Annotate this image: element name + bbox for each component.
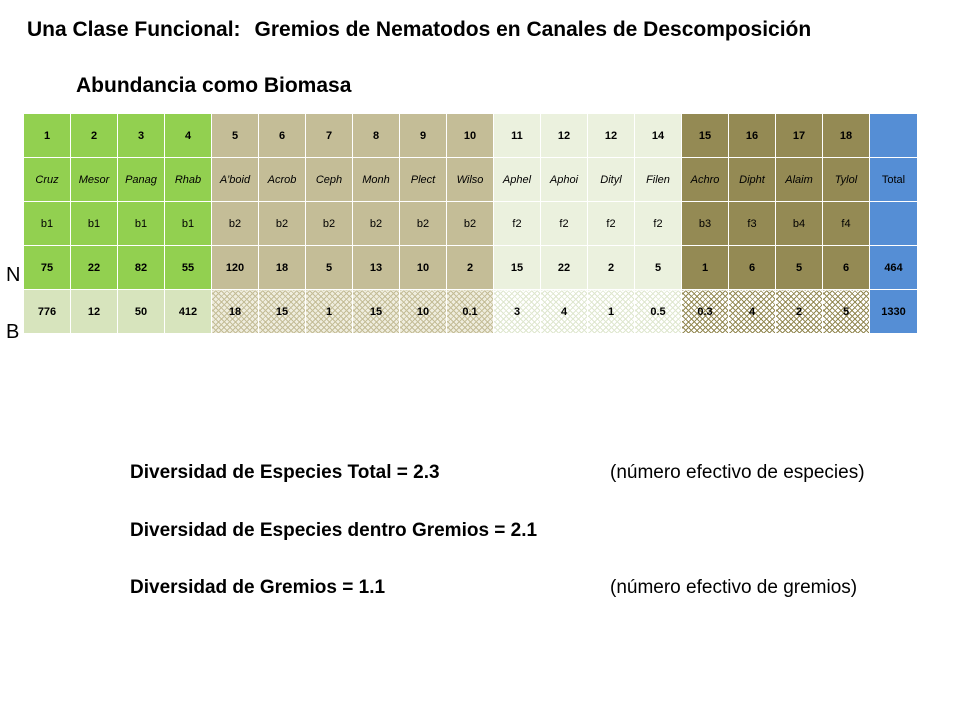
- number-cell: 14: [635, 114, 682, 158]
- number-cell: 18: [823, 114, 870, 158]
- b-value-cell: 15: [353, 290, 400, 334]
- b-value-cell: 12: [71, 290, 118, 334]
- b-value-cell: 2: [776, 290, 823, 334]
- table-row-b-values: [24, 290, 918, 334]
- b-value-cell: 15: [259, 290, 306, 334]
- species-name-cell: Filen: [635, 158, 682, 202]
- n-value-cell: 2: [588, 246, 635, 290]
- species-name-cell: Cruz: [24, 158, 71, 202]
- number-cell: 1: [24, 114, 71, 158]
- nematode-guild-table: [23, 113, 918, 334]
- species-name-cell: Monh: [353, 158, 400, 202]
- n-value-cell: 13: [353, 246, 400, 290]
- species-name-cell: Acrob: [259, 158, 306, 202]
- table-row-guilds: [24, 202, 918, 246]
- number-cell: 9: [400, 114, 447, 158]
- guild-cell: f2: [494, 202, 541, 246]
- number-cell: 10: [447, 114, 494, 158]
- n-value-cell: 6: [823, 246, 870, 290]
- number-cell: 3: [118, 114, 165, 158]
- total-cell: [870, 202, 918, 246]
- number-cell: 17: [776, 114, 823, 158]
- row-label-b: B: [6, 321, 20, 343]
- guild-cell: f2: [635, 202, 682, 246]
- species-name-cell: Alaim: [776, 158, 823, 202]
- guild-cell: b2: [259, 202, 306, 246]
- n-value-cell: 120: [212, 246, 259, 290]
- n-value-cell: 1: [682, 246, 729, 290]
- table-row-numbers: [24, 114, 918, 158]
- title-part1: Una Clase Funcional:: [27, 18, 241, 41]
- species-name-cell: Aphoi: [541, 158, 588, 202]
- guild-cell: b2: [212, 202, 259, 246]
- b-value-cell: 5: [823, 290, 870, 334]
- b-value-cell: 3: [494, 290, 541, 334]
- number-cell: 4: [165, 114, 212, 158]
- stat-within-guild-diversity: [130, 520, 610, 542]
- n-value-cell: 5: [776, 246, 823, 290]
- guild-cell: b2: [447, 202, 494, 246]
- number-cell: 5: [212, 114, 259, 158]
- number-cell: 16: [729, 114, 776, 158]
- species-name-cell: Plect: [400, 158, 447, 202]
- n-value-cell: 10: [400, 246, 447, 290]
- total-cell: [870, 114, 918, 158]
- n-value-cell: 22: [541, 246, 588, 290]
- n-value-cell: 5: [306, 246, 353, 290]
- number-cell: 7: [306, 114, 353, 158]
- species-name-cell: Dityl: [588, 158, 635, 202]
- b-value-cell: 4: [541, 290, 588, 334]
- stat-label: Diversidad de Especies Total = 2.3: [130, 462, 440, 483]
- total-cell: Total: [870, 158, 918, 202]
- n-value-cell: 82: [118, 246, 165, 290]
- row-label-n: N: [6, 264, 21, 286]
- guild-cell: b1: [165, 202, 212, 246]
- species-name-cell: Tylol: [823, 158, 870, 202]
- guild-cell: f4: [823, 202, 870, 246]
- species-name-cell: Wilso: [447, 158, 494, 202]
- guild-cell: b3: [682, 202, 729, 246]
- guild-cell: b1: [118, 202, 165, 246]
- b-value-cell: 1: [588, 290, 635, 334]
- b-value-cell: 50: [118, 290, 165, 334]
- number-cell: 12: [541, 114, 588, 158]
- n-value-cell: 2: [447, 246, 494, 290]
- b-value-cell: 0.1: [447, 290, 494, 334]
- species-name-cell: Panag: [118, 158, 165, 202]
- b-value-cell: 0.5: [635, 290, 682, 334]
- b-value-cell: 0.3: [682, 290, 729, 334]
- table-row-n-values: [24, 246, 918, 290]
- guild-cell: b1: [71, 202, 118, 246]
- b-value-cell: 10: [400, 290, 447, 334]
- n-value-cell: 15: [494, 246, 541, 290]
- species-name-cell: Aphel: [494, 158, 541, 202]
- guild-cell: b2: [400, 202, 447, 246]
- table-row-names: [24, 158, 918, 202]
- b-value-cell: 18: [212, 290, 259, 334]
- species-name-cell: Rhab: [165, 158, 212, 202]
- stat-total-diversity: [130, 462, 865, 484]
- n-value-cell: 18: [259, 246, 306, 290]
- n-value-cell: 22: [71, 246, 118, 290]
- number-cell: 12: [588, 114, 635, 158]
- n-value-cell: 55: [165, 246, 212, 290]
- b-value-cell: 4: [729, 290, 776, 334]
- stat-note: (número efectivo de especies): [610, 462, 865, 483]
- b-value-cell: 776: [24, 290, 71, 334]
- number-cell: 2: [71, 114, 118, 158]
- species-name-cell: A’boid: [212, 158, 259, 202]
- guild-cell: b2: [306, 202, 353, 246]
- n-value-cell: 6: [729, 246, 776, 290]
- title-part2: Gremios de Nematodos en Canales de Descomposición: [254, 18, 812, 41]
- guild-cell: b2: [353, 202, 400, 246]
- stat-label: Diversidad de Gremios = 1.1: [130, 577, 386, 598]
- stat-label: Diversidad de Especies dentro Gremios = 2.1: [130, 520, 538, 541]
- species-name-cell: Dipht: [729, 158, 776, 202]
- guild-cell: f2: [588, 202, 635, 246]
- guild-cell: f3: [729, 202, 776, 246]
- n-value-cell: 5: [635, 246, 682, 290]
- number-cell: 6: [259, 114, 306, 158]
- species-name-cell: Mesor: [71, 158, 118, 202]
- b-value-cell: 412: [165, 290, 212, 334]
- guild-cell: f2: [541, 202, 588, 246]
- b-value-cell: 1: [306, 290, 353, 334]
- guild-cell: b1: [24, 202, 71, 246]
- species-name-cell: Achro: [682, 158, 729, 202]
- species-name-cell: Ceph: [306, 158, 353, 202]
- subtitle: Abundancia como Biomasa: [76, 74, 352, 97]
- total-cell: 1330: [870, 290, 918, 334]
- number-cell: 11: [494, 114, 541, 158]
- stat-guild-diversity: [130, 577, 857, 599]
- number-cell: 15: [682, 114, 729, 158]
- total-cell: 464: [870, 246, 918, 290]
- n-value-cell: 75: [24, 246, 71, 290]
- number-cell: 8: [353, 114, 400, 158]
- guild-cell: b4: [776, 202, 823, 246]
- stat-note: (número efectivo de gremios): [610, 577, 858, 598]
- page-title: [27, 18, 811, 42]
